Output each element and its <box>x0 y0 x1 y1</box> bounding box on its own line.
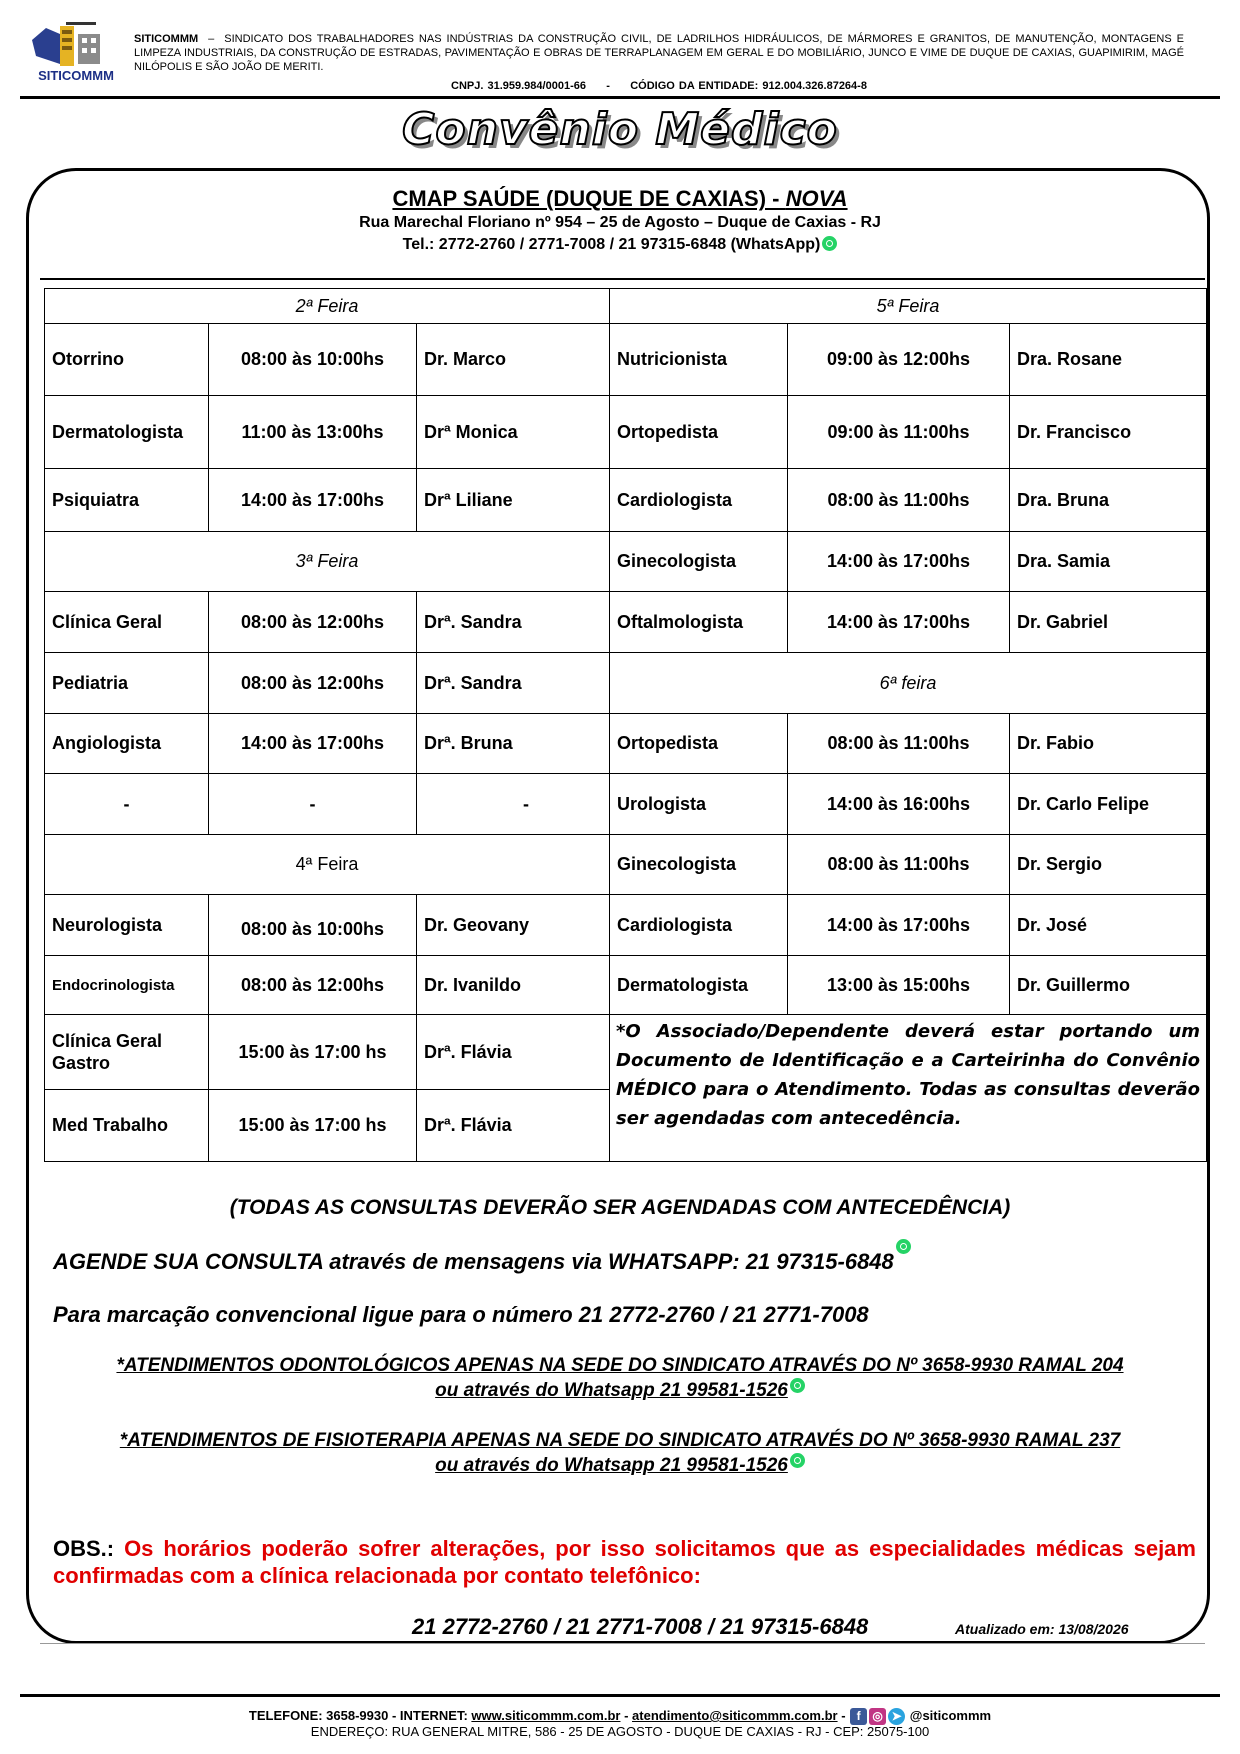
specialty: Ginecologista <box>610 532 788 592</box>
physio-note-line2 <box>50 1453 1190 1478</box>
specialty: Med Trabalho <box>45 1090 209 1162</box>
website-link[interactable]: www.siticommm.com.br <box>471 1708 621 1723</box>
doctor: - <box>417 774 610 835</box>
table-row <box>45 714 1207 774</box>
specialty: Clínica Geral Gastro <box>45 1015 209 1090</box>
specialty: Oftalmologista <box>610 592 788 653</box>
clinic-tag: NOVA <box>785 186 848 211</box>
hours: 08:00 às 11:00hs <box>788 469 1010 532</box>
doctor: Dra. Samia <box>1010 532 1207 592</box>
doctor: Dra. Rosane <box>1010 324 1207 396</box>
doctor: Dr. Ivanildo <box>417 956 610 1015</box>
union-logo <box>26 20 126 86</box>
whatsapp-booking-note <box>53 1249 1203 1275</box>
table-row <box>45 956 1207 1015</box>
specialty: Ginecologista <box>610 835 788 895</box>
clinic-phones <box>0 236 1240 254</box>
hours: 11:00 às 13:00hs <box>209 396 417 469</box>
table-row <box>45 469 1207 532</box>
day-header-thu: 5ª Feira <box>610 289 1207 324</box>
table-row <box>45 774 1207 835</box>
whatsapp-icon <box>896 1239 911 1254</box>
doctor: Drª. Sandra <box>417 653 610 714</box>
whatsapp-icon <box>790 1453 805 1468</box>
doctor: Dr. Marco <box>417 324 610 396</box>
clinic-phones-text: Tel.: 2772-2760 / 2771-7008 / 21 97315-6848 (WhatsApp) <box>402 236 821 253</box>
hours: 14:00 às 17:00hs <box>788 592 1010 653</box>
obs-label: OBS.: <box>53 1536 125 1561</box>
physio-whatsapp-text: ou através do Whatsapp 21 99581-1526 <box>435 1455 788 1476</box>
doctor: Dr. José <box>1010 895 1207 956</box>
hours: 08:00 às 12:00hs <box>209 956 417 1015</box>
dental-note-line2 <box>50 1378 1190 1403</box>
doctor: Dr. Carlo Felipe <box>1010 774 1207 835</box>
doctor: Dr. Sergio <box>1010 835 1207 895</box>
contact-phones: 21 2772-2760 / 21 2771-7008 / 21 97315-6848 <box>412 1614 869 1639</box>
org-identifiers: CNPJ. 31.959.984/0001-66 - CÓDIGO DA ENTIDADE: 912.004.326.87264-8 <box>451 80 867 92</box>
dental-whatsapp-text: ou através do Whatsapp 21 99581-1526 <box>435 1380 788 1401</box>
table-note: *O Associado/Dependente deverá estar portando um Documento de Identificação e a Carteirinha do Convênio MÉDICO para o Atendimento. Todas as consultas deverão ser agendadas com antecedência. <box>610 1015 1207 1162</box>
specialty: Ortopedista <box>610 396 788 469</box>
obs-text: Os horários poderão sofrer alterações, por isso solicitamos que as especialidades médicas sejam confirmadas com a clínica relacionada por contato telefônico: <box>53 1536 1196 1588</box>
specialty: Pediatria <box>45 653 209 714</box>
table-row <box>45 289 1207 324</box>
table-row <box>45 324 1207 396</box>
hours: 08:00 às 11:00hs <box>788 714 1010 774</box>
dental-note-line1: *ATENDIMENTOS ODONTOLÓGICOS APENAS NA SEDE DO SINDICATO ATRAVÉS DO Nº 3658-9930 RAMAL 204 <box>116 1355 1124 1376</box>
specialty: Neurologista <box>45 895 209 956</box>
doctor: Drª Liliane <box>417 469 610 532</box>
specialty: Clínica Geral <box>45 592 209 653</box>
clinic-name <box>0 186 1240 212</box>
table-row <box>45 396 1207 469</box>
updated-date: Atualizado em: 13/08/2026 <box>955 1621 1129 1637</box>
hours: 14:00 às 17:00hs <box>788 532 1010 592</box>
union-description: SITICOMMM – SINDICATO DOS TRABALHADORES NAS INDÚSTRIAS DA CONSTRUÇÃO CIVIL, DE LADRILHOS HIDRÁULICOS, DE MÁRMORES E GRANITOS, DE MANUTENÇÃO, MONTAGENS E LIMPEZA INDUSTRIAIS, DA CONSTRUÇÃO DE ESTRADAS, PAVIMENTAÇÃO E OBRAS DE TERRAPLANAGEM EM GERAL E DO MOBILIÁRIO, JUNCO E VIME DE DUQUE DE CAXIAS, GUAPIMIRIM, MAGÉ NILÓPOLIS E SÃO JOÃO DE MERITI. <box>134 33 1185 73</box>
table-row <box>45 1015 1207 1090</box>
advance-booking-note: (TODAS AS CONSULTAS DEVERÃO SER AGENDADAS COM ANTECEDÊNCIA) <box>229 1196 1011 1219</box>
cnpj: CNPJ. 31.959.984/0001-66 <box>451 80 586 92</box>
page-title: Convênio Médico <box>402 104 838 155</box>
hours: 15:00 às 17:00 hs <box>209 1090 417 1162</box>
specialty: Ortopedista <box>610 714 788 774</box>
facebook-icon[interactable]: f <box>850 1708 867 1725</box>
obs-note <box>53 1535 1196 1589</box>
specialty: Nutricionista <box>610 324 788 396</box>
doctor: Drª. Flávia <box>417 1090 610 1162</box>
whatsapp-icon <box>822 236 837 251</box>
table-row <box>45 895 1207 956</box>
physio-note-line1: *ATENDIMENTOS DE FISIOTERAPIA APENAS NA SEDE DO SINDICATO ATRAVÉS DO Nº 3658-9930 RAMAL 237 <box>119 1430 1121 1451</box>
footer-contacts: TELEFONE: 3658-9930 - INTERNET: www.siticommm.com.br - atendimento@siticommm.com.br - f ◎ ➤ @siticommm <box>248 1708 992 1724</box>
specialty: Dermatologista <box>45 396 209 469</box>
org-full-name: SINDICATO DOS TRABALHADORES NAS INDÚSTRIAS DA CONSTRUÇÃO CIVIL, DE LADRILHOS HIDRÁULICOS, DE MÁRMORES E GRANITOS, DE MANUTENÇÃO, MONTAGENS E LIMPEZA INDUSTRIAIS, DA CONSTRUÇÃO DE ESTRADAS, PAVIMENTAÇÃO E OBRAS DE TERRAPLANAGEM EM GERAL E DO MOBILIÁRIO, JUNCO E VIME DE DUQUE DE CAXIAS, GUAPIMIRIM, MAGÉ NILÓPOLIS E SÃO JOÃO DE MERITI. <box>134 33 1185 73</box>
specialty: Endocrinologista <box>45 956 209 1015</box>
phone-booking-note: Para marcação convencional ligue para o número 21 2772-2760 / 21 2771-7008 <box>53 1302 869 1327</box>
specialty: Dermatologista <box>610 956 788 1015</box>
org-short-name: SITICOMMM <box>134 33 199 45</box>
footer-phone: TELEFONE: 3658-9930 - INTERNET: <box>248 1708 472 1723</box>
doctor: Dr. Geovany <box>417 895 610 956</box>
hours: 08:00 às 12:00hs <box>209 592 417 653</box>
doctor: Drª. Bruna <box>417 714 610 774</box>
clinic-address: Rua Marechal Floriano nº 954 – 25 de Agosto – Duque de Caxias - RJ <box>359 214 881 231</box>
hours: - <box>209 774 417 835</box>
inner-divider <box>40 1643 1205 1644</box>
doctor: Drª Monica <box>417 396 610 469</box>
specialty: - <box>45 774 209 835</box>
hours: 08:00 às 12:00hs <box>209 653 417 714</box>
hours: 08:00 às 10:00hs <box>209 895 417 956</box>
hours: 09:00 às 12:00hs <box>788 324 1010 396</box>
table-row <box>45 835 1207 895</box>
doctor: Dr. Guillermo <box>1010 956 1207 1015</box>
doctor: Drª. Sandra <box>417 592 610 653</box>
day-header-mon: 2ª Feira <box>45 289 610 324</box>
header-divider <box>20 96 1220 99</box>
svg-text:SITICOMMM: SITICOMMM <box>38 68 114 83</box>
table-row <box>45 653 1207 714</box>
table-row <box>45 592 1207 653</box>
doctor: Dra. Bruna <box>1010 469 1207 532</box>
clinic-name-text: CMAP SAÚDE (DUQUE DE CAXIAS) - <box>392 186 786 211</box>
doctor: Drª. Flávia <box>417 1015 610 1090</box>
hours: 14:00 às 16:00hs <box>788 774 1010 835</box>
hours: 09:00 às 11:00hs <box>788 396 1010 469</box>
telegram-icon[interactable]: ➤ <box>888 1708 905 1725</box>
social-handle: @siticommm <box>909 1708 992 1723</box>
hours: 14:00 às 17:00hs <box>788 895 1010 956</box>
hours: 08:00 às 11:00hs <box>788 835 1010 895</box>
hours: 13:00 às 15:00hs <box>788 956 1010 1015</box>
footer-divider <box>20 1694 1220 1697</box>
specialty: Angiologista <box>45 714 209 774</box>
whatsapp-icon <box>790 1378 805 1393</box>
day-header-fri: 6ª feira <box>610 653 1207 714</box>
dental-note <box>50 1353 1190 1403</box>
specialty: Psiquiatra <box>45 469 209 532</box>
specialty: Cardiologista <box>610 895 788 956</box>
doctor: Dr. Gabriel <box>1010 592 1207 653</box>
schedule-table <box>44 288 1207 1162</box>
email-link[interactable]: atendimento@siticommm.com.br <box>632 1708 838 1723</box>
footer-address: ENDEREÇO: RUA GENERAL MITRE, 586 - 25 DE AGOSTO - DUQUE DE CAXIAS - RJ - CEP: 25075-100 <box>310 1724 930 1739</box>
day-header-tue: 3ª Feira <box>45 532 610 592</box>
physio-note <box>50 1428 1190 1478</box>
specialty: Cardiologista <box>610 469 788 532</box>
table-row <box>45 532 1207 592</box>
specialty: Otorrino <box>45 324 209 396</box>
instagram-icon[interactable]: ◎ <box>869 1708 886 1725</box>
hours: 14:00 às 17:00hs <box>209 469 417 532</box>
day-header-wed: 4ª Feira <box>45 835 610 895</box>
specialty: Urologista <box>610 774 788 835</box>
doctor: Dr. Fabio <box>1010 714 1207 774</box>
clinic-divider <box>40 278 1205 280</box>
hours: 08:00 às 10:00hs <box>209 324 417 396</box>
doctor: Dr. Francisco <box>1010 396 1207 469</box>
entity-code: CÓDIGO DA ENTIDADE: 912.004.326.87264-8 <box>630 80 867 92</box>
whatsapp-booking-text: AGENDE SUA CONSULTA através de mensagens via WHATSAPP: 21 97315-6848 <box>53 1249 894 1274</box>
hours: 15:00 às 17:00 hs <box>209 1015 417 1090</box>
footer-separator: - <box>620 1708 633 1723</box>
hours: 14:00 às 17:00hs <box>209 714 417 774</box>
